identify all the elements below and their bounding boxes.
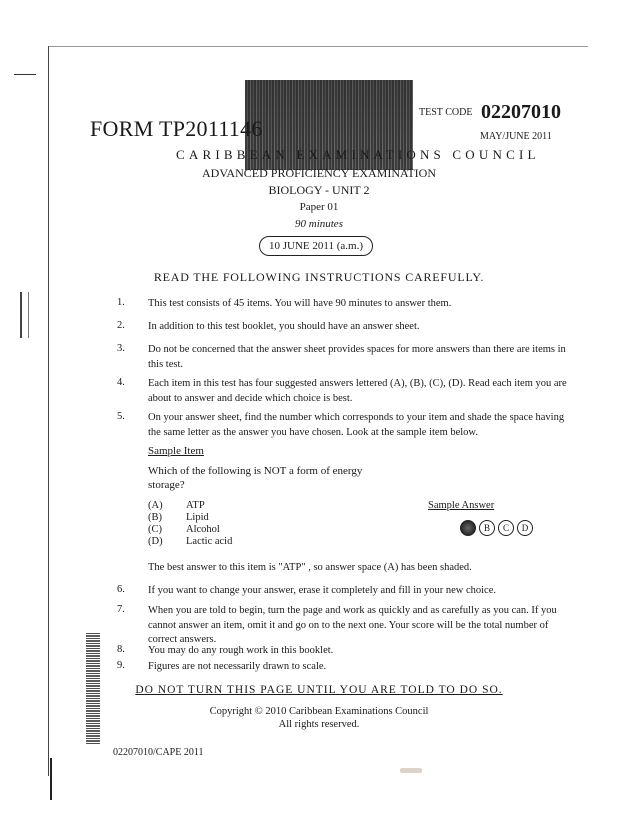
instruction-text: Do not be concerned that the answer sheet provides spaces for more answers than there are items in this test. bbox=[148, 344, 566, 370]
form-id: FORM TP2011146 bbox=[90, 116, 263, 141]
option-letter: (B) bbox=[148, 512, 162, 523]
instruction-number: 1. bbox=[117, 297, 125, 308]
answer-bubble-d: D bbox=[517, 520, 533, 536]
instruction-text: On your answer sheet, find the number which corresponds to your item and shade the space having the same letter as the answer you have chosen. Look at the sample item below. bbox=[148, 412, 565, 438]
answer-bubbles bbox=[460, 520, 533, 536]
sample-answer-label: Sample Answer bbox=[428, 500, 495, 511]
page-border-top bbox=[48, 46, 588, 47]
instruction-text: In addition to this test booklet, you should have an answer sheet. bbox=[148, 321, 420, 332]
instruction-number: 9. bbox=[117, 660, 125, 671]
instruction-number: 3. bbox=[117, 343, 125, 354]
scan-mark-side bbox=[20, 292, 29, 338]
instruction-text: This test consists of 45 items. You will have 90 minutes to answer them. bbox=[148, 298, 452, 309]
instruction-number: 6. bbox=[117, 584, 125, 595]
answer-bubble-c: C bbox=[498, 520, 514, 536]
exam-session: MAY/JUNE 2011 bbox=[480, 131, 552, 142]
instruction-text: When you are told to begin, turn the page and work as quickly and as carefully as you can. If you cannot answer an item, omit it and go on to the next one. Your score will be the total number of correct answers. bbox=[148, 605, 557, 645]
instruction-number: 8. bbox=[117, 644, 125, 655]
test-code-label: TEST CODE bbox=[419, 107, 473, 118]
option-letter: (D) bbox=[148, 536, 163, 547]
option-letter: (C) bbox=[148, 524, 162, 535]
scan-mark-bottom bbox=[50, 758, 52, 800]
scan-smudge bbox=[400, 768, 422, 773]
footer-paper-code: 02207010/CAPE 2011 bbox=[113, 747, 204, 758]
sample-explanation: The best answer to this item is "ATP" , so answer space (A) has been shaded. bbox=[148, 562, 472, 573]
sample-item-heading: Sample Item bbox=[148, 445, 204, 457]
instruction-number: 2. bbox=[117, 320, 125, 331]
exam-duration: 90 minutes bbox=[295, 218, 343, 230]
option-text: ATP bbox=[186, 500, 205, 511]
instruction-text: Each item in this test has four suggested answers lettered (A), (B), (C), (D). Read each item you are about to answer and decide which choice is best. bbox=[148, 378, 567, 404]
paper-number: Paper 01 bbox=[299, 201, 339, 213]
answer-bubble-b: B bbox=[479, 520, 495, 536]
option-text: Alcohol bbox=[186, 524, 220, 535]
instructions-title: READ THE FOLLOWING INSTRUCTIONS CAREFULLY. bbox=[153, 270, 485, 284]
copyright-line: Copyright © 2010 Caribbean Examinations Council bbox=[209, 706, 429, 717]
scan-mark bbox=[14, 74, 36, 75]
council-name: CARIBBEAN EXAMINATIONS COUNCIL bbox=[176, 147, 540, 162]
instruction-text: You may do any rough work in this booklet. bbox=[148, 645, 334, 656]
option-text: Lipid bbox=[186, 512, 209, 523]
instruction-number: 7. bbox=[117, 604, 125, 615]
test-code-value: 02207010 bbox=[481, 101, 561, 123]
instruction-number: 5. bbox=[117, 411, 125, 422]
sample-question: Which of the following is NOT a form of energy storage? bbox=[148, 465, 363, 491]
option-text: Lactic acid bbox=[186, 536, 233, 547]
instruction-text: Figures are not necessarily drawn to scale. bbox=[148, 661, 327, 672]
page-border-left bbox=[48, 46, 49, 776]
instruction-number: 4. bbox=[117, 377, 125, 388]
exam-date-badge: 10 JUNE 2011 (a.m.) bbox=[259, 236, 373, 256]
do-not-turn-warning: DO NOT TURN THIS PAGE UNTIL YOU ARE TOLD TO DO SO. bbox=[135, 684, 503, 696]
answer-bubble-a-shaded bbox=[460, 520, 476, 536]
option-letter: (A) bbox=[148, 500, 163, 511]
instruction-text: If you want to change your answer, erase it completely and fill in your new choice. bbox=[148, 585, 497, 596]
subject-title: BIOLOGY - UNIT 2 bbox=[268, 183, 370, 197]
side-barcode-image bbox=[86, 632, 100, 744]
exam-name: ADVANCED PROFICIENCY EXAMINATION bbox=[201, 166, 436, 180]
rights-reserved: All rights reserved. bbox=[278, 719, 360, 730]
